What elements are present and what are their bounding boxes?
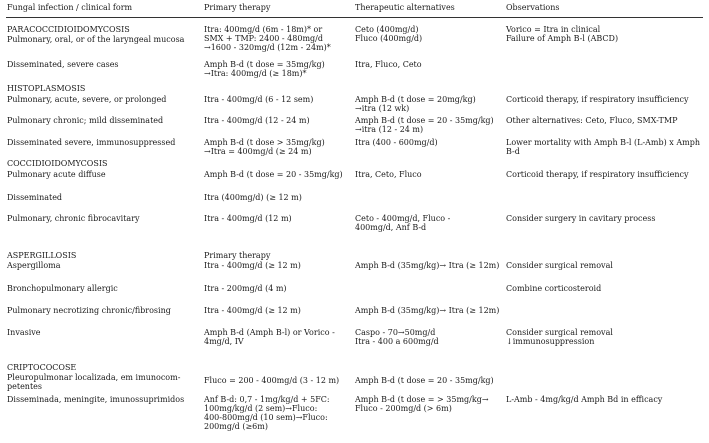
cell-form: Invasive [7, 328, 41, 337]
cell-primary: Amph B-d (t dose = 35mg/kg) →Itra: 400mg/d (≥ 18m)* [204, 60, 325, 78]
cell-observations: Consider surgical removal [506, 261, 613, 270]
cell-observations: Combine corticosteroid [506, 284, 602, 293]
cell-form: Disseminada, meningite, imunossuprimidos [7, 395, 185, 404]
cell-alternatives: Ceto (400mg/d) Fluco (400mg/d) [355, 25, 423, 43]
cell-primary: Amph B-d (t dose = 20 - 35mg/kg) [204, 170, 343, 179]
cell-primary: Anf B-d: 0,7 - 1mg/kg/d + 5FC: 100mg/kg/d (2 sem)→Fluco: 400-800mg/d (10 sem)→Fluco: 200mg/d (≥6m) [204, 395, 330, 431]
cell-alternatives: Amph B-d (35mg/kg)→ Itra (≥ 12m) [355, 261, 500, 270]
cell-form: Pulmonary acute diffuse [7, 170, 106, 179]
cell-form: Disseminated [7, 193, 63, 202]
header-therapeutic-alternatives: Therapeutic alternatives [355, 3, 455, 12]
cell-observations: Consider surgical removal ↓immunosuppression [506, 328, 613, 346]
cell-alternatives: Itra, Ceto, Fluco [355, 170, 422, 179]
table-header [0, 3, 709, 13]
header-observations: Observations [506, 3, 560, 12]
cell-form: Pulmonary, acute, severe, or prolonged [7, 95, 167, 104]
cell-form: Pulmonary necrotizing chronic/fibrosing [7, 306, 171, 315]
section-title: CRIPTOCOCOSE [7, 363, 77, 372]
cell-form: Disseminated, severe cases [7, 60, 119, 69]
header-primary-therapy: Primary therapy [204, 3, 271, 12]
section-title: PARACOCCIDIOIDOMYCOSIS [7, 25, 130, 34]
cell-primary: Itra - 400mg/d (≥ 12 m) [204, 306, 301, 315]
header-fungal-infection: Fungal infection / clinical form [7, 3, 133, 12]
section-title: HISTOPLASMOSIS [7, 84, 86, 93]
section-title: ASPERGILLOSIS [7, 251, 77, 260]
cell-primary: Amph B-d (Amph B-l) or Vorico - 4mg/d, IV [204, 328, 335, 346]
cell-observations: Corticoid therapy, if respiratory insufficiency [506, 95, 689, 104]
section-title: COCCIDIOIDOMYCOSIS [7, 159, 108, 168]
cell-alternatives: Amph B-d (35mg/kg)→ Itra (≥ 12m) [355, 306, 500, 315]
cell-alternatives: Itra, Fluco, Ceto [355, 60, 422, 69]
cell-form: Pulmonary, oral, or of the laryngeal mucosa [7, 35, 185, 44]
cell-form: Bronchopulmonary allergic [7, 284, 118, 293]
cell-alternatives: Amph B-d (t dose = 20mg/kg) →itra (12 wk) [355, 95, 476, 113]
cell-alternatives: Caspo - 70→50mg/d Itra - 400 a 600mg/d [355, 328, 439, 346]
cell-observations: Corticoid therapy, if respiratory insufficiency [506, 170, 689, 179]
cell-primary: Itra: 400mg/d (6m - 18m)* or SMX + TMP: 2400 - 480mg/d →1600 - 320mg/d (12m - 24m)* [204, 25, 331, 52]
aspergillosis-primary-header: Primary therapy [204, 251, 271, 260]
header-rule [6, 17, 703, 18]
cell-form: Aspergilloma [7, 261, 61, 270]
cell-alternatives: Itra (400 - 600mg/d) [355, 138, 438, 147]
cell-primary: Fluco = 200 - 400mg/d (3 - 12 m) [204, 376, 340, 385]
cell-alternatives: Ceto - 400mg/d, Fluco - 400mg/d, Anf B-d [355, 214, 451, 232]
cell-primary: Itra - 200mg/d (4 m) [204, 284, 287, 293]
cell-primary: Amph B-d (t dose > 35mg/kg) →Itra = 400mg/d (≥ 24 m) [204, 138, 325, 156]
cell-observations: Vorico = Itra in clinical Failure of Amph B-l (ABCD) [506, 25, 619, 43]
cell-form: Disseminated severe, immunosuppressed [7, 138, 176, 147]
cell-observations: Other alternatives: Ceto, Fluco, SMX-TMP [506, 116, 678, 125]
cell-primary: Itra - 400mg/d (≥ 12 m) [204, 261, 301, 270]
cell-observations: Consider surgery in cavitary process [506, 214, 656, 223]
cell-primary: Itra - 400mg/d (12 m) [204, 214, 292, 223]
cell-primary: Itra (400mg/d) (≥ 12 m) [204, 193, 302, 202]
cell-primary: Itra - 400mg/d (6 - 12 sem) [204, 95, 314, 104]
cell-observations: L-Amb - 4mg/kg/d Amph Bd in efficacy [506, 395, 663, 404]
cell-alternatives: Amph B-d (t dose = 20 - 35mg/kg) [355, 376, 494, 385]
cell-primary: Itra - 400mg/d (12 - 24 m) [204, 116, 310, 125]
cell-alternatives: Amph B-d (t dose = 20 - 35mg/kg) →itra (12 - 24 m) [355, 116, 494, 134]
cell-form: Pulmonary chronic; mild disseminated [7, 116, 164, 125]
cell-alternatives: Amph B-d (t dose = > 35mg/kg→ Fluco - 200mg/d (> 6m) [355, 395, 489, 413]
cell-form: Pulmonary, chronic fibrocavitary [7, 214, 140, 223]
cell-form: Pleuropulmonar localizada, em imunocom- petentes [7, 373, 181, 391]
cell-observations: Lower mortality with Amph B-l (L-Amb) x Amph B-d [506, 138, 700, 156]
